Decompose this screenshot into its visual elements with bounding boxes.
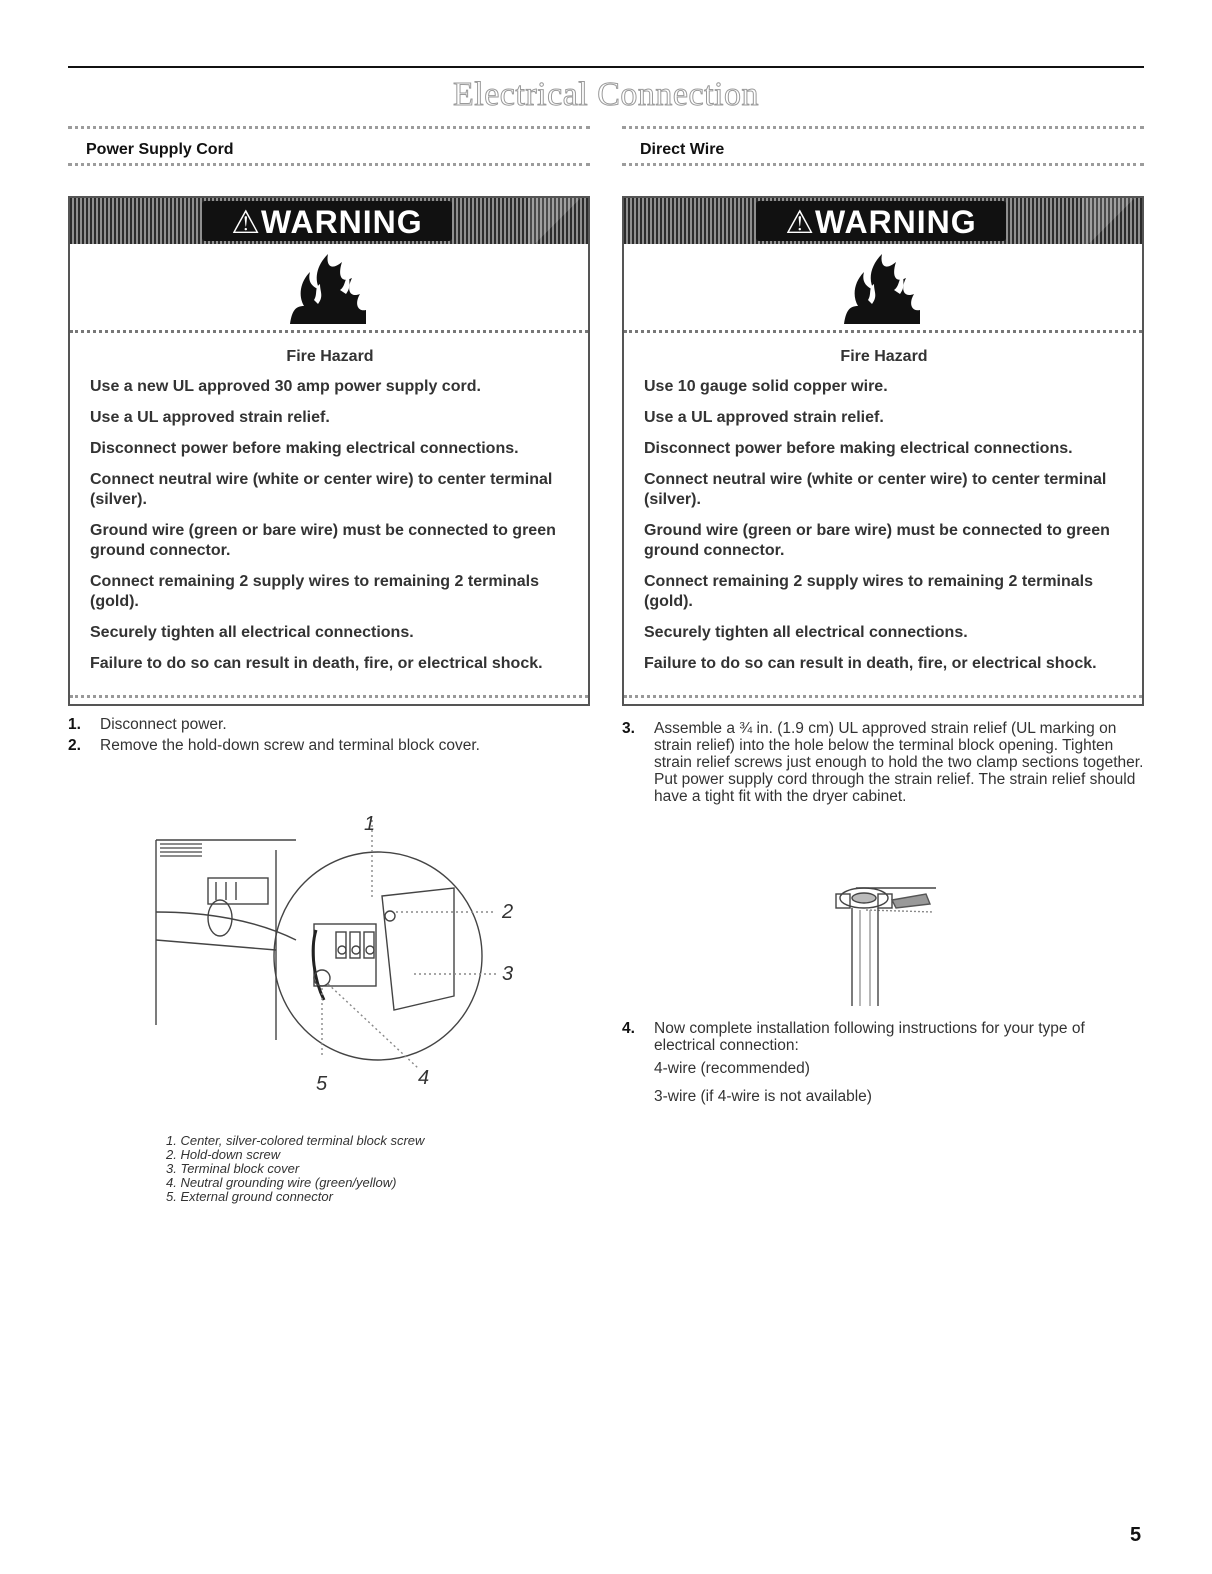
hazard-title: Fire Hazard bbox=[286, 348, 374, 365]
section-heading-direct-wire: Direct Wire bbox=[622, 126, 1144, 166]
warning-signal-word: WARNING bbox=[261, 204, 423, 240]
warning-line: Securely tighten all electrical connections. bbox=[90, 624, 414, 641]
list-item: 4. Now complete installation following instructions for your type of electrical connection: bbox=[622, 1020, 1085, 1054]
power-supply-cord-section bbox=[68, 126, 590, 758]
direct-wire-section bbox=[622, 126, 1144, 809]
connection-option: 3-wire (if 4-wire is not available) bbox=[654, 1088, 872, 1105]
warning-line: Ground wire (green or bare wire) must be connected to green ground connector. bbox=[90, 522, 556, 559]
alert-triangle-icon: ⚠ bbox=[231, 204, 262, 240]
warning-banner bbox=[70, 198, 588, 244]
page-title: Electrical Connection bbox=[453, 76, 759, 113]
warning-line: Disconnect power before making electrical connections. bbox=[644, 440, 1073, 457]
terminal-block-diagram bbox=[146, 800, 546, 1130]
top-rule bbox=[68, 66, 1144, 68]
warning-line: Use a new UL approved 30 amp power supply cord. bbox=[90, 378, 481, 395]
callout-3: 3 bbox=[502, 963, 514, 985]
caption-line: 1. Center, silver-colored terminal block screw bbox=[166, 1133, 425, 1148]
warning-line: Failure to do so can result in death, fire, or electrical shock. bbox=[90, 655, 543, 672]
section-heading-power-supply-cord: Power Supply Cord bbox=[68, 126, 590, 166]
warning-line: Use a UL approved strain relief. bbox=[644, 409, 884, 426]
hazard-title: Fire Hazard bbox=[840, 348, 928, 365]
warning-line: Use a UL approved strain relief. bbox=[90, 409, 330, 426]
fire-hazard-icon bbox=[280, 250, 376, 326]
warning-box bbox=[68, 196, 590, 706]
callout-2: 2 bbox=[502, 901, 514, 923]
fire-hazard-icon bbox=[834, 250, 930, 326]
caption-line: 5. External ground connector bbox=[166, 1189, 333, 1204]
warning-line: Failure to do so can result in death, fire, or electrical shock. bbox=[644, 655, 1097, 672]
caption-line: 4. Neutral grounding wire (green/yellow) bbox=[166, 1175, 397, 1190]
warning-signal-word: WARNING bbox=[815, 204, 977, 240]
diagram-caption bbox=[166, 1134, 424, 1204]
list-item: 1. Disconnect power. bbox=[68, 716, 227, 733]
warning-line: Connect remaining 2 supply wires to remaining 2 terminals (gold). bbox=[90, 573, 539, 610]
warning-line: Use 10 gauge solid copper wire. bbox=[644, 378, 888, 395]
warning-banner bbox=[624, 198, 1142, 244]
caption-line: 3. Terminal block cover bbox=[166, 1161, 300, 1176]
list-item: 2. Remove the hold-down screw and terminal block cover. bbox=[68, 737, 480, 754]
steps-list bbox=[68, 716, 590, 754]
steps-list bbox=[622, 720, 1144, 805]
callout-1: 1 bbox=[364, 813, 376, 835]
warning-line: Connect neutral wire (white or center wire) to center terminal (silver). bbox=[644, 471, 1107, 508]
callout-5: 5 bbox=[316, 1073, 328, 1095]
steps-list bbox=[622, 1020, 1144, 1054]
list-item: 3. Assemble a ¾ in. (1.9 cm) UL approved strain relief (UL marking on strain relief) into the hole below the terminal block opening. Tighten strain relief screws just enough to hold the two clamp sections together. Put power supply cord through the strain relief. The strain relief should have a tight fit with the dryer cabinet. bbox=[622, 720, 1144, 805]
warning-line: Connect remaining 2 supply wires to remaining 2 terminals (gold). bbox=[644, 573, 1093, 610]
connection-option: 4-wire (recommended) bbox=[654, 1060, 810, 1077]
callout-4: 4 bbox=[418, 1067, 430, 1089]
warning-line: Ground wire (green or bare wire) must be connected to green ground connector. bbox=[644, 522, 1110, 559]
caption-line: 2. Hold-down screw bbox=[166, 1147, 281, 1162]
alert-triangle-icon: ⚠ bbox=[785, 204, 816, 240]
warning-line: Disconnect power before making electrical connections. bbox=[90, 440, 519, 457]
page-number: 5 bbox=[1130, 1524, 1142, 1546]
strain-relief-diagram bbox=[826, 880, 946, 1010]
warning-box bbox=[622, 196, 1144, 706]
warning-line: Securely tighten all electrical connections. bbox=[644, 624, 968, 641]
warning-line: Connect neutral wire (white or center wire) to center terminal (silver). bbox=[90, 471, 553, 508]
